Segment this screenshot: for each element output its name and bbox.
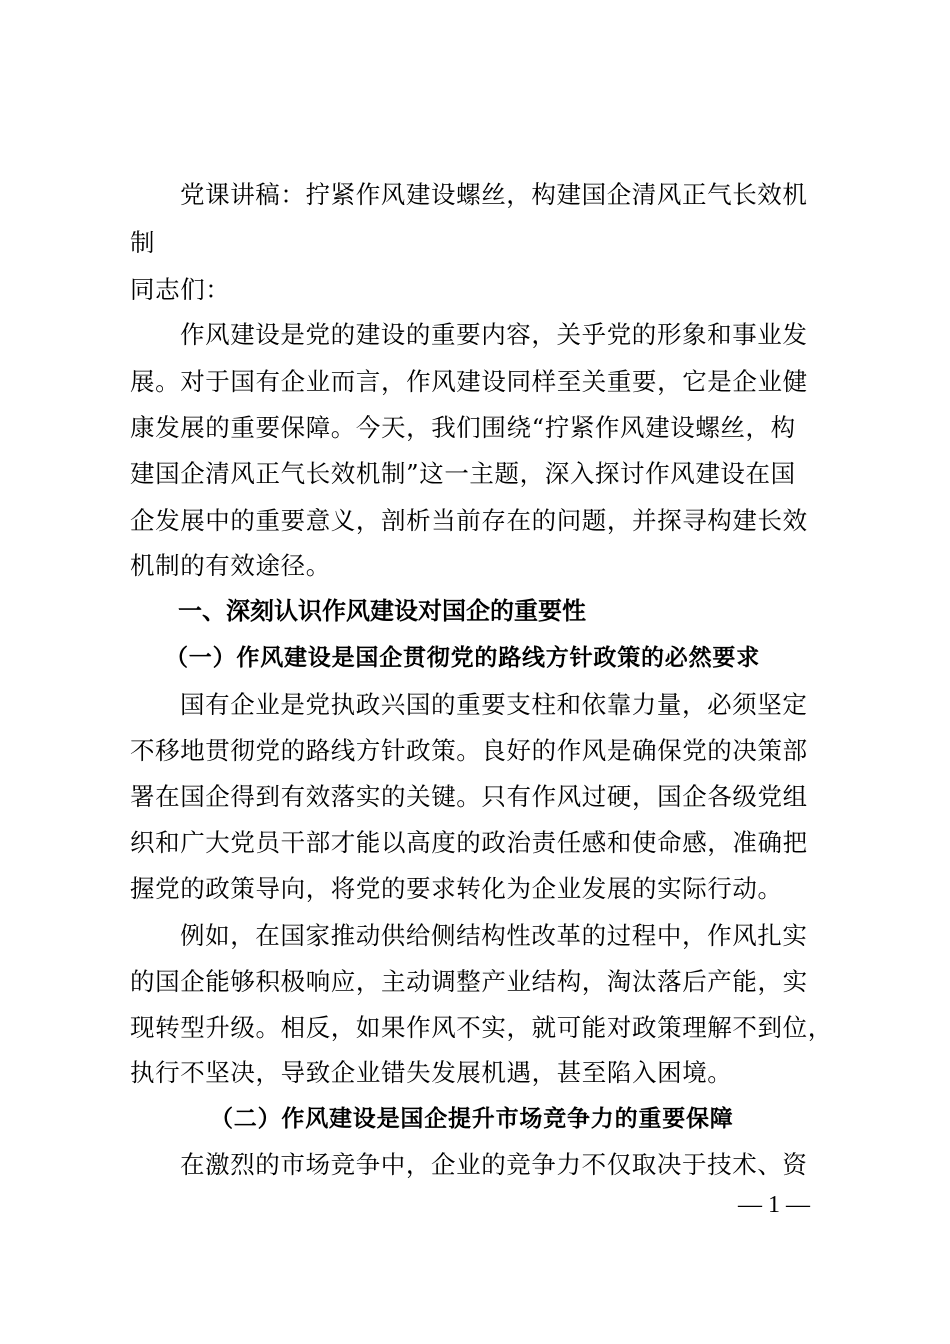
paragraph-line: 现转型升级。相反，如果作风不实，就可能对政策理解不到位， [130,1013,833,1042]
paragraph-line: 署在国企得到有效落实的关键。只有作风过硬，国企各级党组 [130,782,808,811]
document-title-line-1: 党课讲稿：拧紧作风建设螺丝，构建国企清风正气长效机 [180,180,808,209]
intro-line: 作风建设是党的建设的重要内容，关乎党的形象和事业发 [180,320,808,349]
paragraph-line: 织和广大党员干部才能以高度的政治责任感和使命感，准确把 [130,828,808,857]
page-number: — 1 — [738,1192,810,1218]
intro-line: 企发展中的重要意义，剖析当前存在的问题，并探寻构建长效 [130,506,808,535]
salutation: 同志们： [130,275,231,304]
intro-line: 康发展的重要保障。今天，我们围绕“拧紧作风建设螺丝，构 [130,413,796,442]
paragraph-line: 握党的政策导向，将党的要求转化为企业发展的实际行动。 [130,874,783,903]
paragraph-line: 执行不坚决，导致企业错失发展机遇，甚至陷入困境。 [130,1058,733,1087]
subsection-heading: （二）作风建设是国企提升市场竞争力的重要保障 [210,1106,734,1132]
document-title-line-2: 制 [130,228,156,257]
intro-line: 机制的有效途径。 [130,551,331,580]
paragraph-line: 在激烈的市场竞争中，企业的竞争力不仅取决于技术、资 [180,1150,808,1179]
intro-line: 展。对于国有企业而言，作风建设同样至关重要，它是企业健 [130,367,808,396]
intro-line: 建国企清风正气长效机制”这一主题，深入探讨作风建设在国 [130,459,796,488]
paragraph-line: 例如，在国家推动供给侧结构性改革的过程中，作风扎实 [180,921,808,950]
paragraph-line: 的国企能够积极响应，主动调整产业结构，淘汰落后产能，实 [130,967,808,996]
paragraph-line: 国有企业是党执政兴国的重要支柱和依靠力量，必须坚定 [180,690,808,719]
paragraph-line: 不移地贯彻党的路线方针政策。良好的作风是确保党的决策部 [130,736,808,765]
subsection-heading: （一）作风建设是国企贯彻党的路线方针政策的必然要求 [165,645,760,671]
section-heading: 一、深刻认识作风建设对国企的重要性 [178,597,586,625]
